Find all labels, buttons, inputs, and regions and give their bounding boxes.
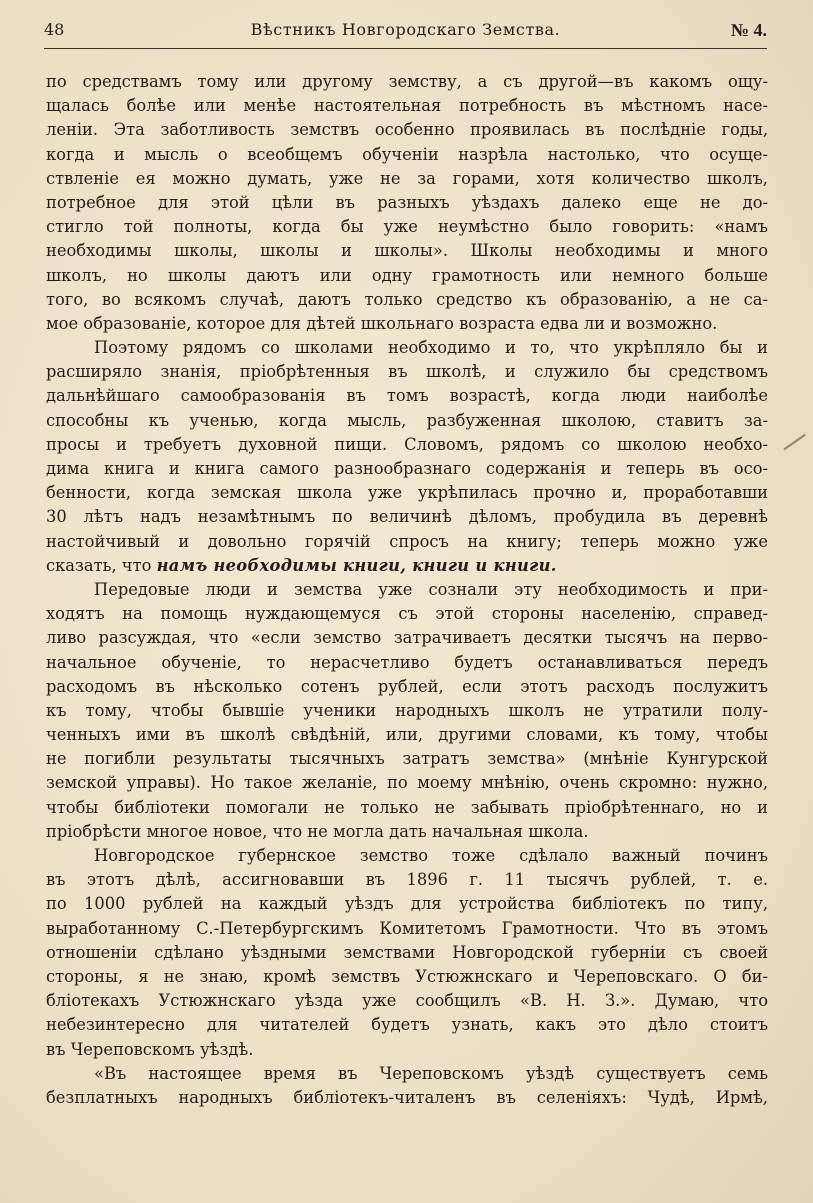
line-text: дальнѣйшаго самообразованія въ томъ возрастѣ, когда люди наиболѣе	[46, 386, 768, 406]
line-text: въ Череповскомъ уѣздѣ.	[46, 1039, 254, 1059]
emphasized-text: намъ необходимы книги, книги и книги.	[156, 555, 557, 575]
text-line	[46, 433, 768, 457]
line-text: не погибли результаты тысячныхъ затратъ земства» (мнѣніе Кунгурской	[46, 749, 768, 769]
text-line	[46, 481, 768, 505]
line-text: ствленіе ея можно думать, уже не за горами, хотя количество школъ,	[46, 168, 768, 188]
text-line	[46, 989, 768, 1013]
line-text: небезинтересно для читателей будетъ узнать, какъ это дѣло стоитъ	[46, 1015, 768, 1035]
text-line	[46, 602, 768, 626]
text-line	[46, 167, 768, 191]
text-line	[46, 530, 768, 554]
text-line	[46, 1038, 768, 1062]
text-line	[46, 215, 768, 239]
line-text: въ этотъ дѣлѣ, ассигновавши въ 1896 г. 11 тысячъ рублей, т. е.	[46, 870, 768, 890]
text-line	[46, 239, 768, 263]
text-line	[46, 118, 768, 142]
text-line	[46, 191, 768, 215]
line-text: по 1000 рублей на каждый уѣздъ для устройства библіотекъ по типу,	[46, 894, 768, 914]
text-line	[46, 747, 768, 771]
line-text: бенности, когда земская школа уже укрѣпилась прочно и, проработавши	[46, 483, 768, 503]
text-line	[46, 505, 768, 529]
text-line	[46, 820, 768, 844]
line-text: бліотекахъ Устюжнскаго уѣзда уже сообщилъ «В. Н. З.». Думаю, что	[46, 991, 768, 1011]
line-text: расходомъ въ нѣсколько сотенъ рублей, если этотъ расходъ послужитъ	[46, 676, 768, 696]
text-line	[46, 143, 768, 167]
text-line	[46, 384, 768, 408]
line-text: отношеніи сдѣлано уѣздными земствами Новгородской губерніи съ своей	[46, 942, 768, 962]
line-text: леніи. Эта заботливость земствъ особенно проявилась въ послѣдніе годы,	[46, 120, 768, 140]
line-text: способны къ ученью, когда мысль, разбуженная школою, ставитъ за-	[46, 410, 768, 430]
margin-mark	[783, 434, 812, 460]
article-body	[46, 70, 768, 1110]
text-line	[46, 360, 768, 384]
line-text: Передовые люди и земства уже сознали эту необходимость и при-	[94, 579, 768, 599]
text-line	[46, 651, 768, 675]
text-line	[46, 94, 768, 118]
line-text: ходятъ на помощь нуждающемуся съ этой стороны населенію, справед-	[46, 604, 768, 624]
text-line	[46, 723, 768, 747]
text-line	[46, 312, 768, 336]
text-line	[46, 457, 768, 481]
line-text: стороны, я не знаю, кромѣ земствъ Устюжнскаго и Череповскаго. О би-	[46, 966, 768, 986]
text-line	[46, 699, 768, 723]
line-text: стигло той полноты, когда бы уже неумѣстно было говорить: «намъ	[46, 217, 768, 237]
line-text: по средствамъ тому или другому земству, а съ другой—въ какомъ ощу-	[46, 72, 768, 91]
text-line	[46, 965, 768, 989]
line-text: выработанному С.-Петербургскимъ Комитетомъ Грамотности. Что въ этомъ	[46, 918, 768, 938]
line-text: расширяло знанія, пріобрѣтенныя въ школѣ, и служило бы средствомъ	[46, 362, 768, 382]
text-line	[46, 288, 768, 312]
line-text: Новгородское губернское земство тоже сдѣлало важный починъ	[94, 846, 768, 865]
text-line	[46, 868, 768, 892]
text-line	[46, 626, 768, 650]
issue-number: № 4.	[730, 20, 767, 40]
text-line	[46, 554, 768, 578]
text-line	[46, 336, 768, 360]
line-text: необходимы школы, школы и школы». Школы необходимы и много	[46, 241, 768, 261]
text-line	[46, 409, 768, 433]
text-line	[46, 917, 768, 941]
line-text: начальное обученіе, то нерасчетливо будетъ останавливаться передъ	[46, 652, 768, 672]
text-line	[46, 1013, 768, 1037]
line-text: просы и требуетъ духовной пищи. Словомъ, рядомъ со школою необхо-	[46, 434, 768, 454]
text-line	[46, 892, 768, 916]
text-line	[46, 70, 768, 94]
text-line	[46, 844, 768, 868]
running-title: Вѣстникъ Новгородскаго Земства.	[250, 20, 561, 39]
line-text: безплатныхъ народныхъ библіотекъ-читаленъ въ селеніяхъ: Чудѣ, Ирмѣ,	[46, 1087, 768, 1107]
text-line	[46, 1062, 768, 1086]
line-text: Поэтому рядомъ со школами необходимо и то, что укрѣпляло бы и	[94, 338, 768, 358]
line-text: дима книга и книга самого разнообразнаго содержанія и теперь въ осо-	[46, 459, 768, 478]
text-line	[46, 771, 768, 795]
line-text: потребное для этой цѣли въ разныхъ уѣздахъ далеко еще не до-	[46, 192, 768, 212]
text-line	[46, 1086, 768, 1110]
header-rule	[44, 48, 767, 49]
line-text: «Въ настоящее время въ Череповскомъ уѣздѣ существуетъ семь	[94, 1063, 768, 1083]
line-text: къ тому, чтобы бывшіе ученики народныхъ школъ не утратили полу-	[46, 700, 768, 720]
text-line	[46, 578, 768, 602]
text-line	[46, 796, 768, 820]
line-text: сказать, что	[46, 555, 157, 575]
line-text: щалась болѣе или менѣе настоятельная потребность въ мѣстномъ насе-	[46, 96, 768, 116]
line-text: ченныхъ ими въ школѣ свѣдѣній, или, другими словами, къ тому, чтобы	[46, 725, 768, 745]
line-text: того, во всякомъ случаѣ, даютъ только средство къ образованію, а не са-	[46, 289, 768, 309]
line-text: мое образованіе, которое для дѣтей школьнаго возраста едва ли и возможно.	[46, 313, 718, 333]
line-text: школъ, но школы даютъ или одну грамотность или немного больше	[46, 265, 768, 285]
line-text: когда и мысль о всеобщемъ обученіи назрѣла настолько, что осуще-	[46, 144, 768, 164]
line-text: настойчивый и довольно горячій спросъ на книгу; теперь можно уже	[46, 531, 768, 551]
line-text: 30 лѣтъ надъ незамѣтнымъ по величинѣ дѣломъ, пробудила въ деревнѣ	[46, 507, 768, 527]
page-number: 48	[44, 20, 65, 39]
line-text: пріобрѣсти многое новое, что не могла дать начальная школа.	[46, 821, 589, 841]
text-line	[46, 675, 768, 699]
text-line	[46, 264, 768, 288]
page-header	[44, 20, 767, 46]
line-text: земской управы). Но такое желаніе, по моему мнѣнію, очень скромно: нужно,	[46, 773, 768, 793]
line-text: чтобы библіотеки помогали не только не забывать пріобрѣтеннаго, но и	[46, 797, 768, 817]
text-line	[46, 941, 768, 965]
line-text: ливо разсуждая, что «если земство затрачиваетъ десятки тысячъ на перво-	[46, 628, 768, 648]
